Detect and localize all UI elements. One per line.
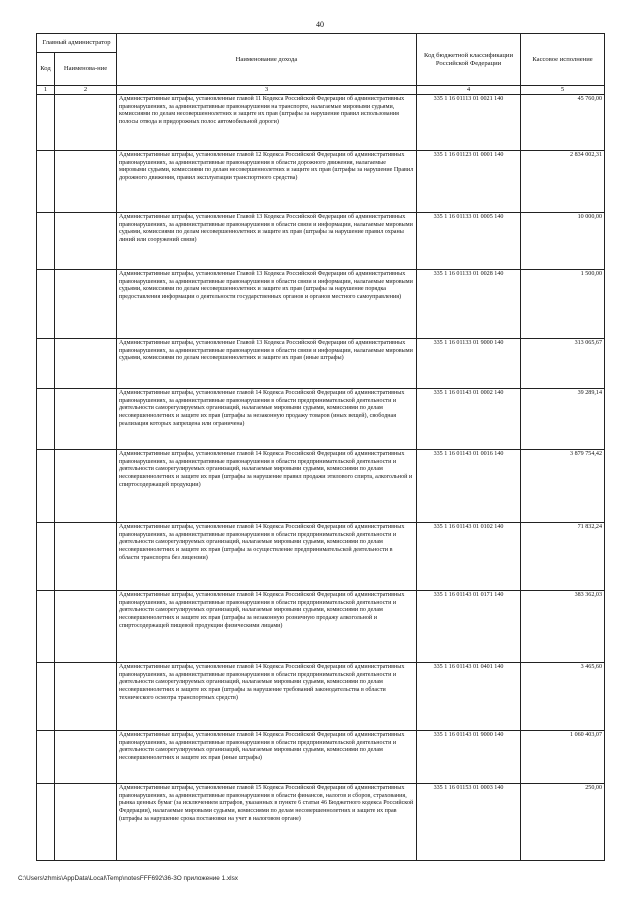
table-row (37, 95, 605, 151)
budget-code-cell: 335 1 16 01113 01 0021 140 (417, 95, 521, 151)
amount-cell: 250,00 (521, 784, 605, 861)
amount-cell: 1 060 403,07 (521, 731, 605, 784)
table-row (37, 663, 605, 731)
page-number: 40 (316, 20, 324, 29)
income-name-cell: Административные штрафы, установленные Главой 13 Кодекса Российской Федерации об административных правонарушениях, за административные правонарушения в области связи и информации, налагаемые мировыми судьями, комиссиями по делам несовершеннолетних и защите их прав (штрафы за нарушение правил охраны линий или сооружений связи) (117, 213, 417, 270)
income-name-cell: Административные штрафы, установленные главой 14 Кодекса Российской Федерации об административных правонарушениях, за административные правонарушения в области предпринимательской деятельности и деятельности саморегулируемых организаций, налагаемые мировыми судьями, комиссиями по делам несовершеннолетних и защите их прав (иные штрафы) (117, 731, 417, 784)
budget-code-cell: 335 1 16 01133 01 0005 140 (417, 213, 521, 270)
header-cash-execution: Кассовое исполнение (521, 34, 605, 86)
header-chief-admin: Главный администратор (37, 34, 117, 53)
amount-cell: 39 289,14 (521, 389, 605, 450)
amount-cell: 3 879 754,42 (521, 450, 605, 523)
income-name-cell: Административные штрафы, установленные главой 12 Кодекса Российской Федерации об административных правонарушениях, за административные правонарушения в области дорожного движения, налагаемые мировыми судьями, комиссиями по делам несовершеннолетних и защите их прав (штрафы за нарушение Правил дорожного движения, правил эксплуатации транспортного средства) (117, 151, 417, 213)
budget-code-cell: 335 1 16 01143 01 0171 140 (417, 591, 521, 663)
table-row (37, 784, 605, 861)
table-row (37, 213, 605, 270)
amount-cell: 1 500,00 (521, 270, 605, 339)
table-row (37, 151, 605, 213)
income-name-cell: Административные штрафы, установленные главой 14 Кодекса Российской Федерации об административных правонарушениях, за административные правонарушения в области предпринимательской деятельности и деятельности саморегулируемых организаций, налагаемые мировыми судьями, комиссиями по делам несовершеннолетних и защите их прав (штрафы за нарушение требований законодательства в области технического осмотра транспортных средств) (117, 663, 417, 731)
budget-code-cell: 335 1 16 01133 01 0028 140 (417, 270, 521, 339)
budget-code-cell: 335 1 16 01143 01 0401 140 (417, 663, 521, 731)
amount-cell: 313 065,67 (521, 339, 605, 389)
column-number: 1 (37, 86, 55, 95)
income-name-cell: Административные штрафы, установленные главой 14 Кодекса Российской Федерации об административных правонарушениях, за административные правонарушения в области предпринимательской деятельности и деятельности саморегулируемых организаций, налагаемые мировыми судьями, комиссиями по делам несовершеннолетних и защите их прав (штрафы за незаконную продажу товаров (иных вещей), свободная реализация которых запрещена или ограничена) (117, 389, 417, 450)
income-name-cell: Административные штрафы, установленные главой 15 Кодекса Российской Федерации об административных правонарушениях, за административные правонарушения в области финансов, налогов и сборов, страхования, рынка ценных бумаг (за исключением штрафов, указанных в пункте 6 статьи 46 Бюджетного кодекса Российской Федерации), налагаемые мировыми судьями, комиссиями по делам несовершеннолетних и защите их прав (штрафы за нарушение срока постановки на учет в налоговом органе) (117, 784, 417, 861)
budget-code-cell: 335 1 16 01153 01 0003 140 (417, 784, 521, 861)
income-name-cell: Административные штрафы, установленные главой 14 Кодекса Российской Федерации об административных правонарушениях, за административные правонарушения в области предпринимательской деятельности и деятельности саморегулируемых организаций, налагаемые мировыми судьями, комиссиями по делам несовершеннолетних и защите их прав (штрафы за осуществление предпринимательской деятельности в области транспорта без лицензии) (117, 523, 417, 591)
column-number: 3 (117, 86, 417, 95)
file-path-footer: C:\Users\zhmis\AppData\Local\Temp\notesFFF692\36-3О приложение 1.xlsx (18, 875, 238, 882)
budget-code-cell: 335 1 16 01123 01 0001 140 (417, 151, 521, 213)
header-code: Код (37, 53, 55, 86)
budget-code-cell: 335 1 16 01143 01 9000 140 (417, 731, 521, 784)
table-row (37, 591, 605, 663)
table-row (37, 731, 605, 784)
income-name-cell: Административные штрафы, установленные главой 11 Кодекса Российской Федерации об административных правонарушениях, за административные правонарушения на транспорте, налагаемые мировыми судьями, комиссиями по делам несовершеннолетних и защите их прав (штрафы за нарушение правил использования полосы отвода и придорожных полос автомобильной дороги) (117, 95, 417, 151)
table-row (37, 270, 605, 339)
income-name-cell: Административные штрафы, установленные главой 14 Кодекса Российской Федерации об административных правонарушениях, за административные правонарушения в области предпринимательской деятельности и деятельности саморегулируемых организаций, налагаемые мировыми судьями, комиссиями по делам несовершеннолетних и защите их прав (штрафы за нарушение правил продажи этилового спирта, алкогольной и спиртосодержащей продукции) (117, 450, 417, 523)
column-number: 2 (55, 86, 117, 95)
revenue-table (36, 33, 605, 861)
table-row (37, 339, 605, 389)
amount-cell: 71 832,24 (521, 523, 605, 591)
header-income-name: Наименование дохода (117, 34, 417, 86)
income-name-cell: Административные штрафы, установленные главой 14 Кодекса Российской Федерации об административных правонарушениях, за административные правонарушения в области предпринимательской деятельности и деятельности саморегулируемых организаций, налагаемые мировыми судьями, комиссиями по делам несовершеннолетних и защите их прав (штрафы за незаконную розничную продажу алкогольной и спиртосодержащей пищевой продукции физическими лицами) (117, 591, 417, 663)
table-row (37, 450, 605, 523)
column-number-row (37, 86, 605, 95)
budget-code-cell: 335 1 16 01143 01 0016 140 (417, 450, 521, 523)
column-number: 5 (521, 86, 605, 95)
header-budget-code: Код бюджетной классификации Российской Федерации (417, 34, 521, 86)
budget-code-cell: 335 1 16 01143 01 0002 140 (417, 389, 521, 450)
column-number: 4 (417, 86, 521, 95)
header-admin-name: Наименова-ние (55, 53, 117, 86)
amount-cell: 45 760,00 (521, 95, 605, 151)
budget-code-cell: 335 1 16 01133 01 9000 140 (417, 339, 521, 389)
amount-cell: 383 362,03 (521, 591, 605, 663)
income-name-cell: Административные штрафы, установленные Главой 13 Кодекса Российской Федерации об административных правонарушениях, за административные правонарушения в области связи и информации, налагаемые мировыми судьями, комиссиями по делам несовершеннолетних и защите их прав (штрафы за нарушение порядка предоставления информации о деятельности государственных органов и органов местного самоуправления) (117, 270, 417, 339)
budget-code-cell: 335 1 16 01143 01 0102 140 (417, 523, 521, 591)
income-name-cell: Административные штрафы, установленные Главой 13 Кодекса Российской Федерации об административных правонарушениях, за административные правонарушения в области связи и информации, налагаемые мировыми судьями, комиссиями по делам несовершеннолетних и защите их прав (иные штрафы) (117, 339, 417, 389)
amount-cell: 10 000,00 (521, 213, 605, 270)
amount-cell: 2 834 002,31 (521, 151, 605, 213)
table-row (37, 523, 605, 591)
table-row (37, 389, 605, 450)
amount-cell: 3 465,60 (521, 663, 605, 731)
